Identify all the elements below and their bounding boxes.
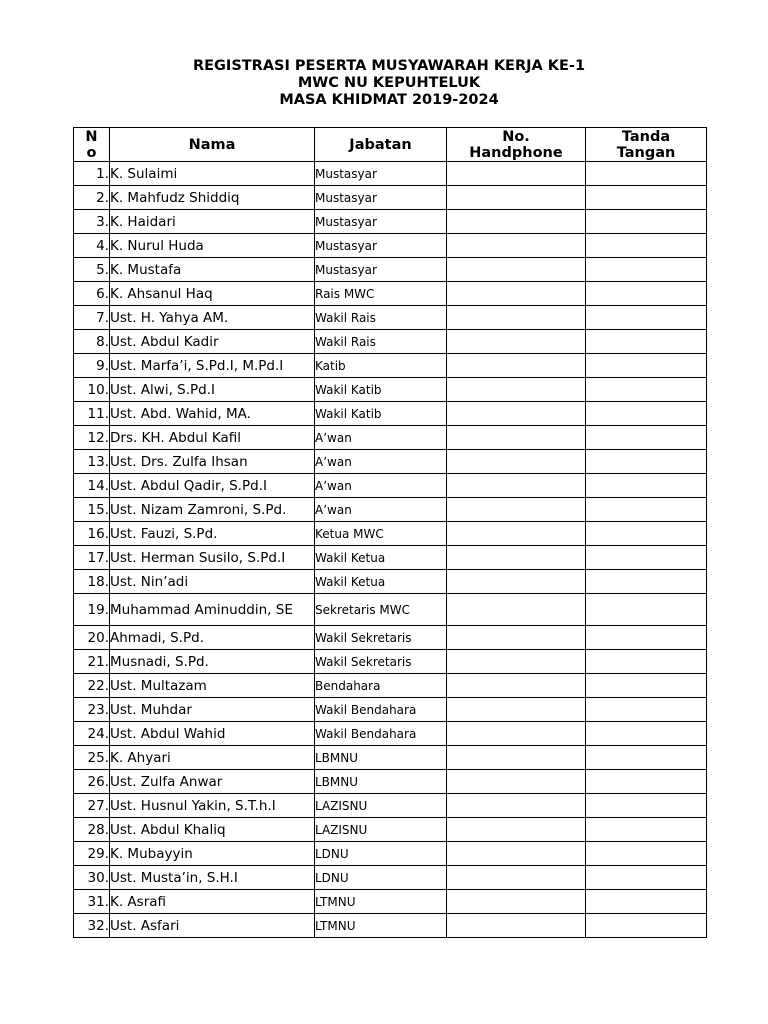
handphone-cell — [447, 162, 586, 186]
handphone-cell — [447, 258, 586, 282]
row-number: 10. — [74, 378, 110, 402]
handphone-cell — [447, 866, 586, 890]
participant-position: Mustasyar — [315, 258, 447, 282]
handphone-cell — [447, 306, 586, 330]
participant-position: Wakil Sekretaris — [315, 650, 447, 674]
table-row — [74, 770, 707, 794]
table-row — [74, 626, 707, 650]
handphone-cell — [447, 842, 586, 866]
participant-name: Ust. Nizam Zamroni, S.Pd. — [110, 498, 315, 522]
participant-name: Ust. Husnul Yakin, S.T.h.I — [110, 794, 315, 818]
row-number: 19. — [74, 594, 110, 626]
participant-name: Ust. Abdul Khaliq — [110, 818, 315, 842]
signature-cell — [586, 354, 707, 378]
participant-name: K. Nurul Huda — [110, 234, 315, 258]
handphone-cell — [447, 570, 586, 594]
participant-position: Bendahara — [315, 674, 447, 698]
participant-position: Mustasyar — [315, 210, 447, 234]
signature-cell — [586, 522, 707, 546]
participant-name: Ust. Multazam — [110, 674, 315, 698]
table-row — [74, 890, 707, 914]
participant-name: Ust. Fauzi, S.Pd. — [110, 522, 315, 546]
signature-cell — [586, 402, 707, 426]
table-row — [74, 914, 707, 938]
participant-name: K. Asrafi — [110, 890, 315, 914]
table-row — [74, 474, 707, 498]
participant-position: Wakil Katib — [315, 378, 447, 402]
document-title — [0, 58, 768, 109]
row-number: 32. — [74, 914, 110, 938]
table-body — [74, 162, 707, 938]
table-row — [74, 522, 707, 546]
handphone-cell — [447, 378, 586, 402]
row-number: 25. — [74, 746, 110, 770]
table-row — [74, 306, 707, 330]
participant-position: A’wan — [315, 474, 447, 498]
row-number: 31. — [74, 890, 110, 914]
signature-cell — [586, 594, 707, 626]
participant-position: LBMNU — [315, 770, 447, 794]
signature-cell — [586, 570, 707, 594]
participant-name: Ust. Musta’in, S.H.I — [110, 866, 315, 890]
row-number: 24. — [74, 722, 110, 746]
table-row — [74, 330, 707, 354]
handphone-cell — [447, 186, 586, 210]
table-row — [74, 402, 707, 426]
signature-cell — [586, 186, 707, 210]
signature-cell — [586, 746, 707, 770]
row-number: 17. — [74, 546, 110, 570]
signature-cell — [586, 306, 707, 330]
row-number: 15. — [74, 498, 110, 522]
participant-name: Ust. H. Yahya AM. — [110, 306, 315, 330]
table-row — [74, 498, 707, 522]
participant-name: K. Mahfudz Shiddiq — [110, 186, 315, 210]
title-line-3: MASA KHIDMAT 2019-2024 — [279, 92, 499, 108]
signature-cell — [586, 450, 707, 474]
participant-name: K. Mustafa — [110, 258, 315, 282]
participant-name: Ust. Drs. Zulfa Ihsan — [110, 450, 315, 474]
row-number: 13. — [74, 450, 110, 474]
handphone-cell — [447, 474, 586, 498]
handphone-cell — [447, 450, 586, 474]
handphone-cell — [447, 426, 586, 450]
table-row — [74, 570, 707, 594]
participant-position: LBMNU — [315, 746, 447, 770]
table-row — [74, 234, 707, 258]
handphone-cell — [447, 282, 586, 306]
participant-position: LTMNU — [315, 914, 447, 938]
participant-position: Wakil Ketua — [315, 546, 447, 570]
table-row — [74, 378, 707, 402]
participant-name: Muhammad Aminuddin, SE — [110, 594, 315, 626]
table-row — [74, 594, 707, 626]
signature-cell — [586, 770, 707, 794]
table-row — [74, 186, 707, 210]
participant-name: Musnadi, S.Pd. — [110, 650, 315, 674]
handphone-cell — [447, 914, 586, 938]
participant-name: Ust. Abd. Wahid, MA. — [110, 402, 315, 426]
participant-position: Wakil Bendahara — [315, 722, 447, 746]
signature-cell — [586, 866, 707, 890]
participant-name: K. Ahsanul Haq — [110, 282, 315, 306]
participant-position: Wakil Ketua — [315, 570, 447, 594]
row-number: 6. — [74, 282, 110, 306]
participant-position: Mustasyar — [315, 162, 447, 186]
row-number: 1. — [74, 162, 110, 186]
participant-name: Ust. Abdul Wahid — [110, 722, 315, 746]
signature-cell — [586, 842, 707, 866]
signature-cell — [586, 162, 707, 186]
row-number: 20. — [74, 626, 110, 650]
handphone-cell — [447, 890, 586, 914]
row-number: 30. — [74, 866, 110, 890]
participant-position: LAZISNU — [315, 794, 447, 818]
participant-name: Ust. Asfari — [110, 914, 315, 938]
participant-position: A’wan — [315, 498, 447, 522]
participant-position: Wakil Sekretaris — [315, 626, 447, 650]
handphone-cell — [447, 650, 586, 674]
handphone-cell — [447, 402, 586, 426]
signature-cell — [586, 330, 707, 354]
participant-name: Ahmadi, S.Pd. — [110, 626, 315, 650]
handphone-cell — [447, 770, 586, 794]
table-row — [74, 866, 707, 890]
table-row — [74, 746, 707, 770]
participant-position: Wakil Bendahara — [315, 698, 447, 722]
row-number: 4. — [74, 234, 110, 258]
handphone-cell — [447, 330, 586, 354]
row-number: 26. — [74, 770, 110, 794]
handphone-cell — [447, 746, 586, 770]
table-row — [74, 258, 707, 282]
title-line-1: REGISTRASI PESERTA MUSYAWARAH KERJA KE-1 — [192, 58, 586, 74]
table-row — [74, 842, 707, 866]
table-row — [74, 210, 707, 234]
row-number: 9. — [74, 354, 110, 378]
table-header-row — [74, 128, 707, 162]
handphone-cell — [447, 794, 586, 818]
column-header-handphone: No. Handphone — [447, 128, 586, 162]
column-header-tanda-tangan: Tanda Tangan — [586, 128, 707, 162]
participant-name: Ust. Abdul Qadir, S.Pd.I — [110, 474, 315, 498]
handphone-cell — [447, 818, 586, 842]
table-row — [74, 650, 707, 674]
table-row — [74, 354, 707, 378]
participant-name: K. Mubayyin — [110, 842, 315, 866]
signature-cell — [586, 722, 707, 746]
row-number: 29. — [74, 842, 110, 866]
signature-cell — [586, 498, 707, 522]
signature-cell — [586, 650, 707, 674]
row-number: 12. — [74, 426, 110, 450]
participant-name: Ust. Herman Susilo, S.Pd.I — [110, 546, 315, 570]
participant-position: A’wan — [315, 426, 447, 450]
table-row — [74, 450, 707, 474]
participant-name: K. Haidari — [110, 210, 315, 234]
participant-position: Wakil Rais — [315, 330, 447, 354]
signature-cell — [586, 474, 707, 498]
row-number: 27. — [74, 794, 110, 818]
signature-cell — [586, 546, 707, 570]
participant-position: LAZISNU — [315, 818, 447, 842]
row-number: 7. — [74, 306, 110, 330]
signature-cell — [586, 426, 707, 450]
table-row — [74, 794, 707, 818]
table-row — [74, 674, 707, 698]
participant-position: Mustasyar — [315, 234, 447, 258]
participant-position: Katib — [315, 354, 447, 378]
handphone-cell — [447, 210, 586, 234]
participant-name: Ust. Marfa’i, S.Pd.I, M.Pd.I — [110, 354, 315, 378]
column-header-no: N o — [74, 128, 110, 162]
participant-position: Ketua MWC — [315, 522, 447, 546]
signature-cell — [586, 818, 707, 842]
column-header-nama: Nama — [110, 128, 315, 162]
signature-cell — [586, 210, 707, 234]
table-row — [74, 722, 707, 746]
column-header-jabatan: Jabatan — [315, 128, 447, 162]
participant-position: LDNU — [315, 842, 447, 866]
row-number: 16. — [74, 522, 110, 546]
signature-cell — [586, 674, 707, 698]
table-row — [74, 818, 707, 842]
handphone-cell — [447, 498, 586, 522]
participant-position: Wakil Rais — [315, 306, 447, 330]
participant-name: K. Ahyari — [110, 746, 315, 770]
participant-name: Drs. KH. Abdul Kafil — [110, 426, 315, 450]
signature-cell — [586, 698, 707, 722]
participant-position: Wakil Katib — [315, 402, 447, 426]
participant-name: Ust. Muhdar — [110, 698, 315, 722]
signature-cell — [586, 626, 707, 650]
signature-cell — [586, 234, 707, 258]
participant-name: Ust. Alwi, S.Pd.I — [110, 378, 315, 402]
participant-position: LDNU — [315, 866, 447, 890]
table-row — [74, 426, 707, 450]
row-number: 23. — [74, 698, 110, 722]
participant-position: A’wan — [315, 450, 447, 474]
table-row — [74, 546, 707, 570]
participant-name: Ust. Zulfa Anwar — [110, 770, 315, 794]
signature-cell — [586, 282, 707, 306]
handphone-cell — [447, 626, 586, 650]
participant-position: Rais MWC — [315, 282, 447, 306]
participant-name: Ust. Abdul Kadir — [110, 330, 315, 354]
handphone-cell — [447, 674, 586, 698]
handphone-cell — [447, 722, 586, 746]
handphone-cell — [447, 234, 586, 258]
row-number: 22. — [74, 674, 110, 698]
row-number: 3. — [74, 210, 110, 234]
table-row — [74, 698, 707, 722]
participant-position: Mustasyar — [315, 186, 447, 210]
row-number: 21. — [74, 650, 110, 674]
signature-cell — [586, 258, 707, 282]
row-number: 14. — [74, 474, 110, 498]
table-row — [74, 282, 707, 306]
participant-position: LTMNU — [315, 890, 447, 914]
row-number: 8. — [74, 330, 110, 354]
participant-position: Sekretaris MWC — [315, 594, 447, 626]
handphone-cell — [447, 546, 586, 570]
table-row — [74, 162, 707, 186]
row-number: 11. — [74, 402, 110, 426]
participant-name: Ust. Nin’adi — [110, 570, 315, 594]
participant-name: K. Sulaimi — [110, 162, 315, 186]
title-line-2: MWC NU KEPUHTELUK — [297, 75, 481, 91]
handphone-cell — [447, 698, 586, 722]
handphone-cell — [447, 594, 586, 626]
signature-cell — [586, 890, 707, 914]
row-number: 28. — [74, 818, 110, 842]
registration-table — [73, 127, 707, 938]
handphone-cell — [447, 354, 586, 378]
signature-cell — [586, 914, 707, 938]
row-number: 18. — [74, 570, 110, 594]
row-number: 2. — [74, 186, 110, 210]
row-number: 5. — [74, 258, 110, 282]
signature-cell — [586, 378, 707, 402]
signature-cell — [586, 794, 707, 818]
handphone-cell — [447, 522, 586, 546]
